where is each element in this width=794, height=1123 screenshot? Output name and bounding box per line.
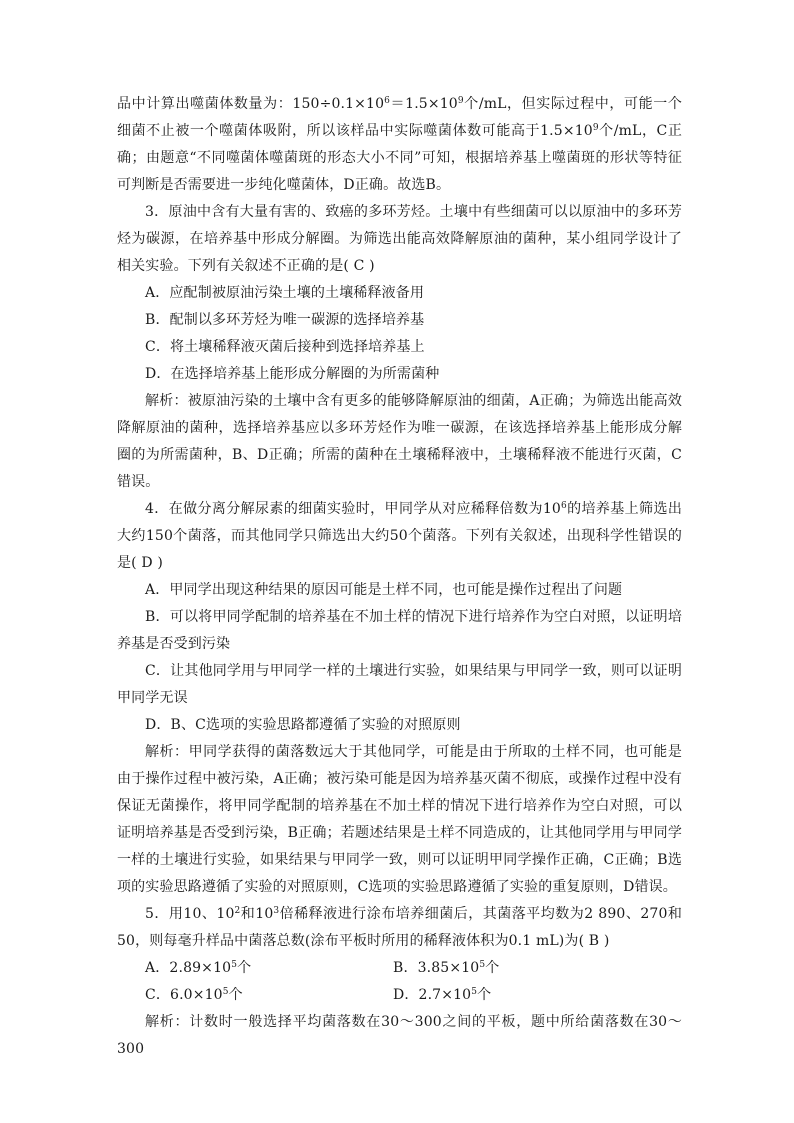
text-run: 的培养基上筛选出大约150个菌落，而其他同学只筛选出大约50个菌落。下列有关叙述，出现科学性错误的是( D ) [117,501,682,571]
question-5-analysis: 解析：计数时一般选择平均菌落数在30～300之间的平板，题中所给菌落数在30～300 [117,1014,682,1057]
text-run: C．6.0×10 [145,987,223,1003]
question-3-analysis: 解析：被原油污染的土壤中含有更多的能够降解原油的细菌，A正确；为筛选出能高效降解原油的菌种，选择培养基应以多环芳烃作为唯一碳源，在该选择培养基上能形成分解圈的为所需菌种，B、D正确；所需的菌种在土壤稀释液中，土壤稀释液不能进行灭菌，C错误。 [117,393,682,490]
text-run: A．2.89×10 [145,960,232,976]
superscript: 6 [560,501,567,511]
question-5-options-row-1 [117,955,682,982]
superscript: 5 [231,960,238,970]
continued-analysis-paragraph [117,91,682,199]
superscript: 9 [592,123,599,133]
question-3-option-b: B．配制以多环芳烃为唯一碳源的选择培养基 [145,312,425,328]
question-5-stem [117,901,682,955]
question-3-option-d: D．在选择培养基上能形成分解圈的为所需菌种 [145,366,440,382]
text-run: 品中计算出噬菌体数量为：150÷0.1×10 [117,96,385,112]
text-run: 个 [477,987,492,1003]
text-run: 个/mL，但实际过程中，可能一个细菌不止被一个噬菌体吸附，所以该样品中实际噬菌体数可能高于1.5×10 [117,96,682,139]
superscript: 2 [234,906,241,916]
question-5-option-c [145,982,393,1009]
text-run: ＝1.5×10 [390,96,458,112]
document-body [117,91,682,1063]
text-run: 和10 [240,906,274,922]
text-run: 个 [485,960,500,976]
question-4-option-a: A．甲同学出现这种结果的原因可能是土样不同，也可能是操作过程出了问题 [145,582,623,598]
text-run: 5．用10、10 [145,906,235,922]
question-5-option-a [145,955,393,982]
question-4-option-d: D．B、C选项的实验思路都遵循了实验的对照原则 [145,717,461,733]
text-run: 个/mL，C正确；由题意“不同噬菌体噬菌斑的形态大小不同”可知，根据培养基上噬菌斑的形状等特征可判断是否需要进一步纯化噬菌体，D正确。故选B。 [117,123,682,193]
text-run: 个 [228,987,243,1003]
question-4-stem [117,496,682,577]
question-4-option-b: B．可以将甲同学配制的培养基在不加土样的情况下进行培养作为空白对照，以证明培养基是否受到污染 [117,609,682,652]
question-3-stem: 3．原油中含有大量有害的、致癌的多环芳烃。土壤中有些细菌可以以原油中的多环芳烃为碳源，在培养基中形成分解圈。为筛选出能高效降解原油的菌种，某小组同学设计了相关实验。下列有关叙述不正确的是( C ) [117,204,682,274]
question-5-option-b [393,955,641,982]
superscript: 5 [479,960,486,970]
text-run: 个 [237,960,252,976]
question-5-options-row-2 [117,982,682,1009]
text-run: 4．在做分离分解尿素的细菌实验时，甲同学从对应稀释倍数为10 [145,501,561,517]
superscript: 6 [384,96,391,106]
superscript: 5 [471,987,478,997]
superscript: 3 [273,906,280,916]
text-run: 倍稀释液进行涂布培养细菌后，其菌落平均数为2 890、270和50，则每毫升样品中菌落总数(涂布平板时所用的稀释液体积为0.1 mL)为( B ) [117,906,683,949]
text-run: D．2.7×10 [393,987,472,1003]
question-3-option-c: C．将土壤稀释液灭菌后接种到选择培养基上 [145,339,425,355]
question-4-analysis: 解析：甲同学获得的菌落数远大于其他同学，可能是由于所取的土样不同，也可能是由于操作过程中被污染，A正确；被污染可能是因为培养基灭菌不彻底，或操作过程中没有保证无菌操作，将甲同学配制的培养基在不加土样的情况下进行培养作为空白对照，可以证明培养基是否受到污染，B正确；若题述结果是土样不同造成的，让其他同学用与甲同学一样的土壤进行实验，如果结果与甲同学一致，则可以证明甲同学操作正确，C正确；B选项的实验思路遵循了实验的对照原则，C选项的实验思路遵循了实验的重复原则，D错误。 [117,744,682,895]
superscript: 5 [222,987,229,997]
text-run: B．3.85×10 [393,960,480,976]
question-3-option-a: A．应配制被原油污染土壤的土壤稀释液备用 [145,285,425,301]
question-5-option-d [393,982,641,1009]
question-4-option-c: C．让其他同学用与甲同学一样的土壤进行实验，如果结果与甲同学一致，则可以证明甲同学无误 [117,663,682,706]
superscript: 9 [457,96,464,106]
